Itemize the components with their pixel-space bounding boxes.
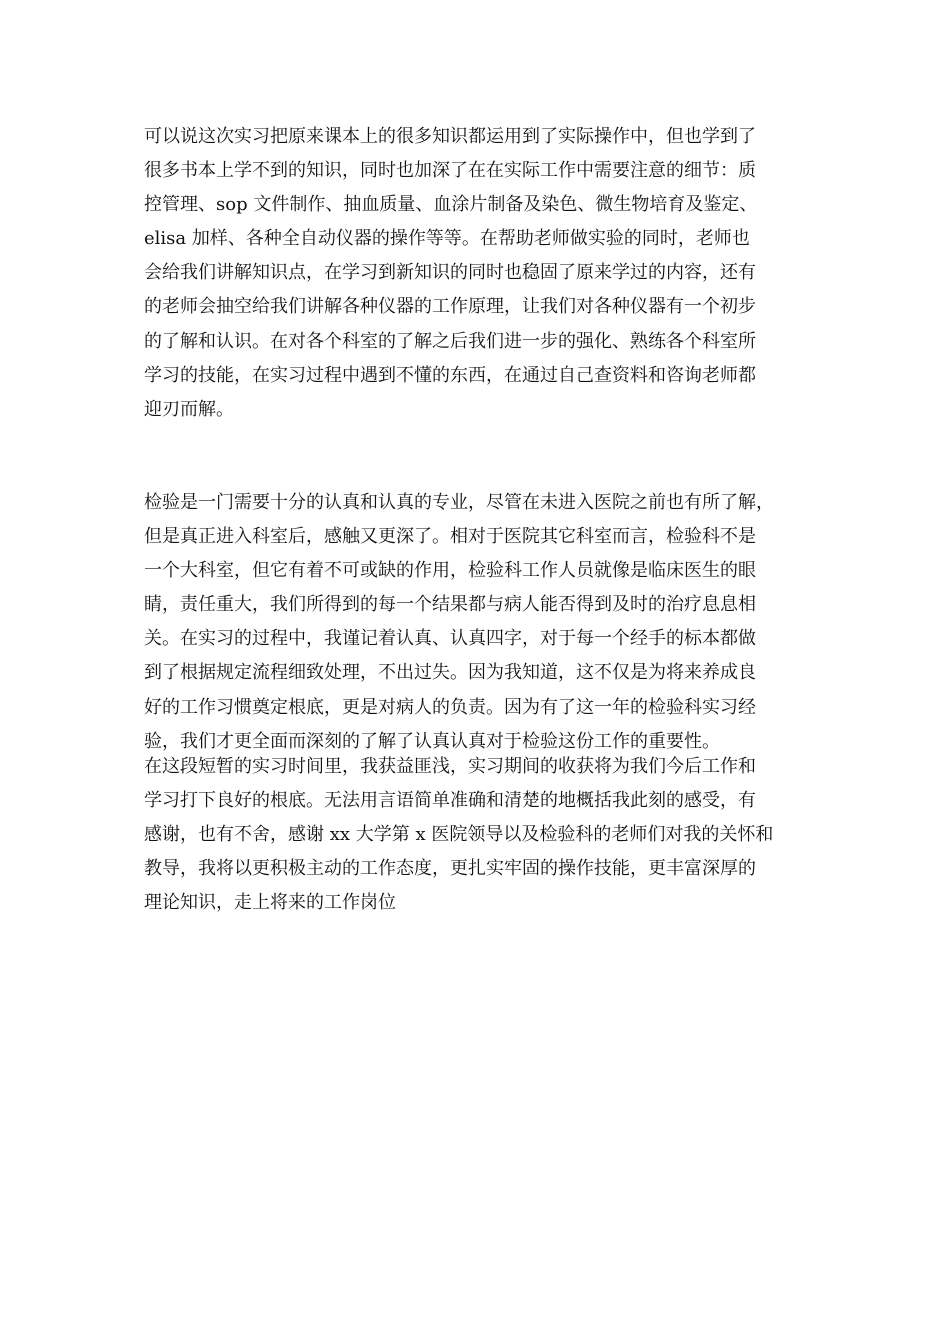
text-line: 很多书本上学不到的知识，同时也加深了在在实际工作中需要注意的细节：质 (144, 160, 756, 182)
text-line: 验，我们才更全面而深刻的了解了认真认真对于检验这份工作的重要性。 (144, 730, 720, 752)
text-line: 可以说这次实习把原来课本上的很多知识都运用到了实际操作中，但也学到了 (144, 126, 756, 147)
text-line: 会给我们讲解知识点，在学习到新知识的同时也稳固了原来学过的内容，还有 (144, 262, 756, 284)
text-line: 学习打下良好的根底。无法用言语简单准确和清楚的地概括我此刻的感受，有 (144, 790, 756, 812)
text-line: elisa 加样、各种全自动仪器的操作等等。在帮助老师做实验的同时，老师也 (144, 228, 750, 250)
text-line: 检验是一门需要十分的认真和认真的专业，尽管在未进入医院之前也有所了解， (144, 492, 774, 513)
paragraph-conclusion (144, 750, 844, 920)
paragraph-lab-responsibility (144, 486, 844, 759)
text-line: 理论知识，走上将来的工作岗位 (144, 892, 396, 914)
text-line: 的了解和认识。在对各个科室的了解之后我们进一步的强化、熟练各个科室所 (144, 330, 756, 352)
text-line: 好的工作习惯奠定根底，更是对病人的负责。因为有了这一年的检验科实习经 (144, 696, 756, 718)
text-line: 一个大科室，但它有着不可或缺的作用，检验科工作人员就像是临床医生的眼 (144, 560, 756, 582)
text-line: 在这段短暂的实习时间里，我获益匪浅，实习期间的收获将为我们今后工作和 (144, 756, 756, 777)
text-line: 到了根据规定流程细致处理，不出过失。因为我知道，这不仅是为将来养成良 (144, 662, 756, 684)
text-line: 的老师会抽空给我们讲解各种仪器的工作原理，让我们对各种仪器有一个初步 (144, 296, 756, 318)
text-line: 迎刃而解。 (144, 398, 234, 420)
text-line: 关。在实习的过程中，我谨记着认真、认真四字，对于每一个经手的标本都做 (144, 628, 756, 650)
text-line: 但是真正进入科室后，感触又更深了。相对于医院其它科室而言，检验科不是 (144, 526, 756, 548)
paragraph-internship-learning (144, 120, 844, 427)
text-line: 学习的技能，在实习过程中遇到不懂的东西，在通过自己查资料和咨询老师都 (144, 364, 756, 386)
text-line: 感谢，也有不舍，感谢 xx 大学第 x 医院领导以及检验科的老师们对我的关怀和 (144, 824, 774, 846)
text-line: 教导，我将以更积极主动的工作态度，更扎实牢固的操作技能，更丰富深厚的 (144, 858, 756, 880)
text-line: 控管理、sop 文件制作、抽血质量、血涂片制备及染色、微生物培育及鉴定、 (144, 194, 758, 216)
text-line: 睛，责任重大，我们所得到的每一个结果都与病人能否得到及时的治疗息息相 (144, 594, 756, 616)
